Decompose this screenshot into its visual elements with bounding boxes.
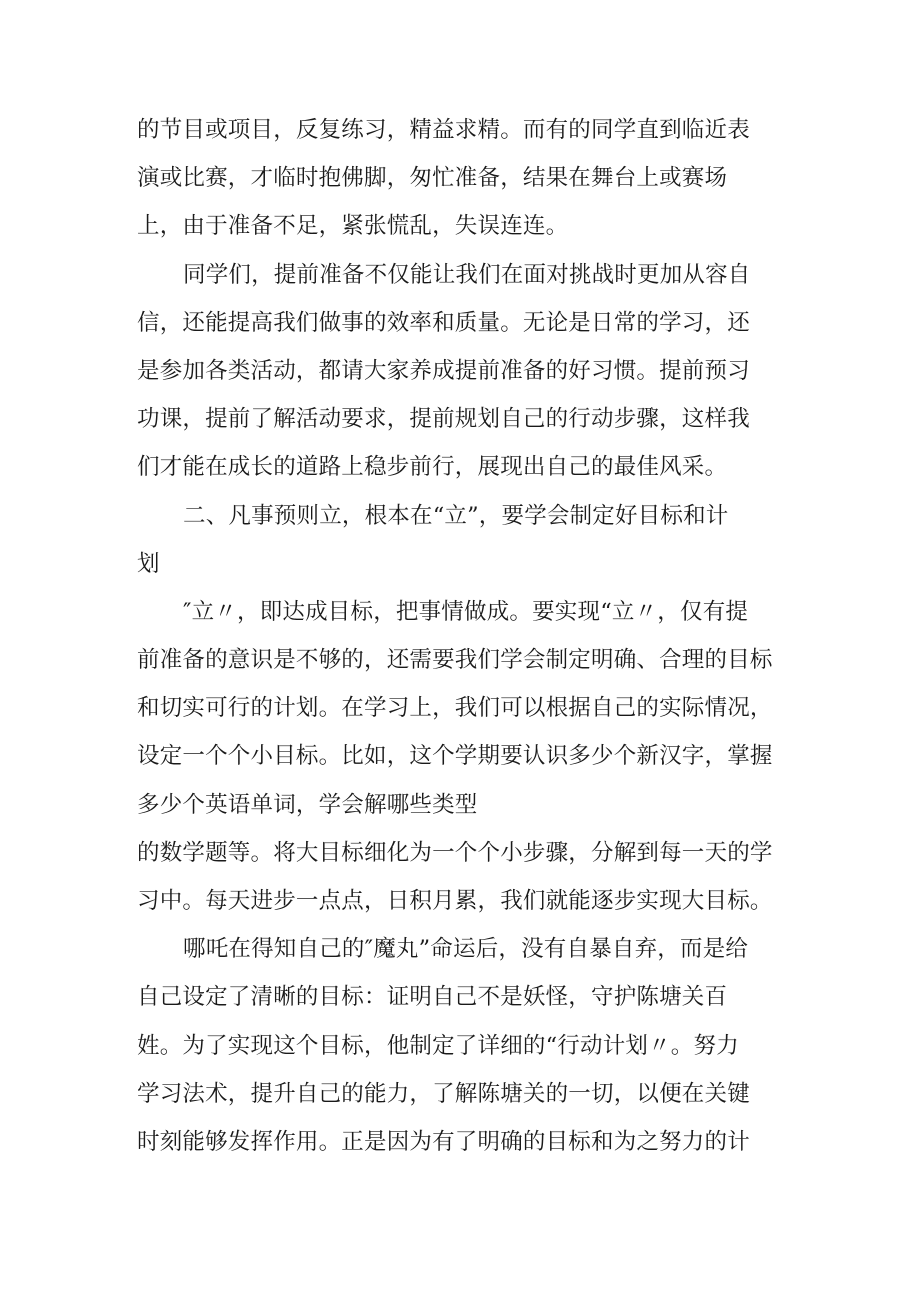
text-line: 信，还能提高我们做事的效率和质量。无论是日常的学习，还 xyxy=(137,309,750,336)
text-line: 同学们，提前准备不仅能让我们在面对挑战时更加从容自 xyxy=(183,261,751,288)
text-line: 时刻能够发挥作用。正是因为有了明确的目标和为之努力的计 xyxy=(137,1128,750,1155)
text-line: ″立〃，即达成目标，把事情做成。要实现“立〃，仅有提 xyxy=(183,598,749,625)
text-line: 的节目或项目，反复练习，精益求精。而有的同学直到临近表 xyxy=(137,117,750,143)
text-line: 自己设定了清晰的目标：证明自己不是妖怪，守护陈塘关百 xyxy=(137,984,728,1011)
body-text xyxy=(137,106,797,1166)
text-line: 的数学题等。将大目标细化为一个个小步骤，分解到每一天的学 xyxy=(137,839,773,866)
text-line: 们才能在成长的道路上稳步前行，展现出自己的最佳风采。 xyxy=(137,454,728,481)
text-line: 上，由于准备不足，紧张慌乱，失误连连。 xyxy=(137,213,569,240)
text-line: 哪吒在得知自己的″魔丸”命运后，没有自暴自弃，而是给 xyxy=(183,936,749,963)
text-line: 是参加各类活动，都请大家养成提前准备的好习惯。提前预习 xyxy=(137,357,750,384)
text-line: 前准备的意识是不够的，还需要我们学会制定明确、合理的目标 xyxy=(137,647,773,674)
text-line: 演或比赛，才临时抱佛脚，匆忙准备，结果在舞台上或赛场 xyxy=(137,165,728,192)
text-line: 设定一个个小目标。比如，这个学期要认识多少个新汉字，掌握 xyxy=(137,743,773,770)
text-line: 多少个英语单词，学会解哪些类型 xyxy=(137,791,478,818)
text-line: 划 xyxy=(137,550,160,577)
text-line: 功课，提前了解活动要求，提前规划自己的行动步骤，这样我 xyxy=(137,406,750,433)
text-line: 和切实可行的计划。在学习上，我们可以根据自己的实际情况， xyxy=(137,695,773,722)
text-line: 姓。为了实现这个目标，他制定了详细的“行动计划〃。努力 xyxy=(137,1032,739,1059)
text-line: 学习法术，提升自己的能力，了解陈塘关的一切，以便在关键 xyxy=(137,1080,750,1107)
text-line: 习中。每天进步一点点，日积月累，我们就能逐步实现大目标。 xyxy=(137,888,773,914)
text-line: 二、凡事预则立，根本在“立”，要学会制定好目标和计 xyxy=(183,502,729,529)
